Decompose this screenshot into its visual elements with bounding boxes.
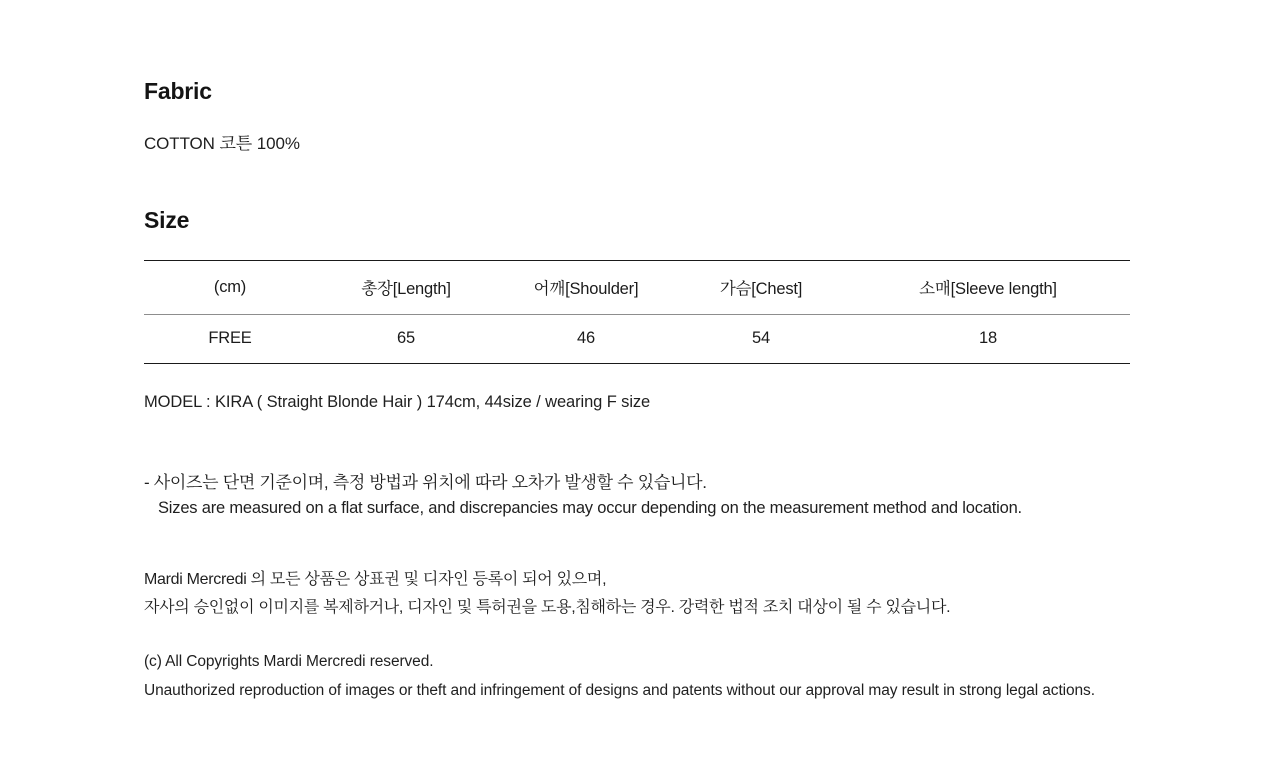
table-header-cell: 총장[Length] bbox=[316, 261, 496, 315]
fabric-composition-text: COTTON 코튼 100% bbox=[144, 134, 300, 153]
copyright-text: (c) All Copyrights Mardi Mercredi reserved. bbox=[144, 652, 434, 670]
table-header-cell: (cm) bbox=[144, 261, 316, 315]
copyright-block bbox=[144, 648, 1140, 705]
table-cell: 46 bbox=[496, 315, 676, 364]
table-header-cell: 가슴[Chest] bbox=[676, 261, 846, 315]
size-section-title: Size bbox=[144, 207, 190, 233]
legal-notice bbox=[144, 566, 1140, 705]
table-cell: FREE bbox=[144, 315, 316, 364]
fabric-section-title: Fabric bbox=[144, 78, 212, 104]
legal-notice-korean-line1: Mardi Mercredi 의 모든 상품은 상표권 및 디자인 등록이 되어 있으며, bbox=[144, 570, 607, 588]
table-cell: 18 bbox=[846, 315, 1130, 364]
table-cell: 54 bbox=[676, 315, 846, 364]
table-row bbox=[144, 315, 1130, 364]
table-header-row bbox=[144, 261, 1130, 315]
measurement-note-english: Sizes are measured on a flat surface, and discrepancies may occur depending on the measurement method and location. bbox=[158, 499, 1022, 518]
table-header-cell: 소매[Sleeve length] bbox=[846, 261, 1130, 315]
size-table bbox=[144, 260, 1130, 364]
model-info-text: MODEL : KIRA ( Straight Blonde Hair ) 174cm, 44size / wearing F size bbox=[144, 393, 651, 411]
copyright-text-english: Unauthorized reproduction of images or theft and infringement of designs and patents without our approval may result in strong legal actions. bbox=[144, 681, 1095, 699]
measurement-note-korean: - 사이즈는 단면 기준이며, 측정 방법과 위치에 따라 오차가 발생할 수 있습니다. bbox=[144, 473, 707, 492]
table-header-cell: 어깨[Shoulder] bbox=[496, 261, 676, 315]
table-cell: 65 bbox=[316, 315, 496, 364]
legal-notice-korean-line2: 자사의 승인없이 이미지를 복제하거나, 디자인 및 특허권을 도용,침해하는 경우. 강력한 법적 조치 대상이 될 수 있습니다. bbox=[144, 598, 951, 616]
measurement-notes bbox=[144, 470, 1140, 522]
